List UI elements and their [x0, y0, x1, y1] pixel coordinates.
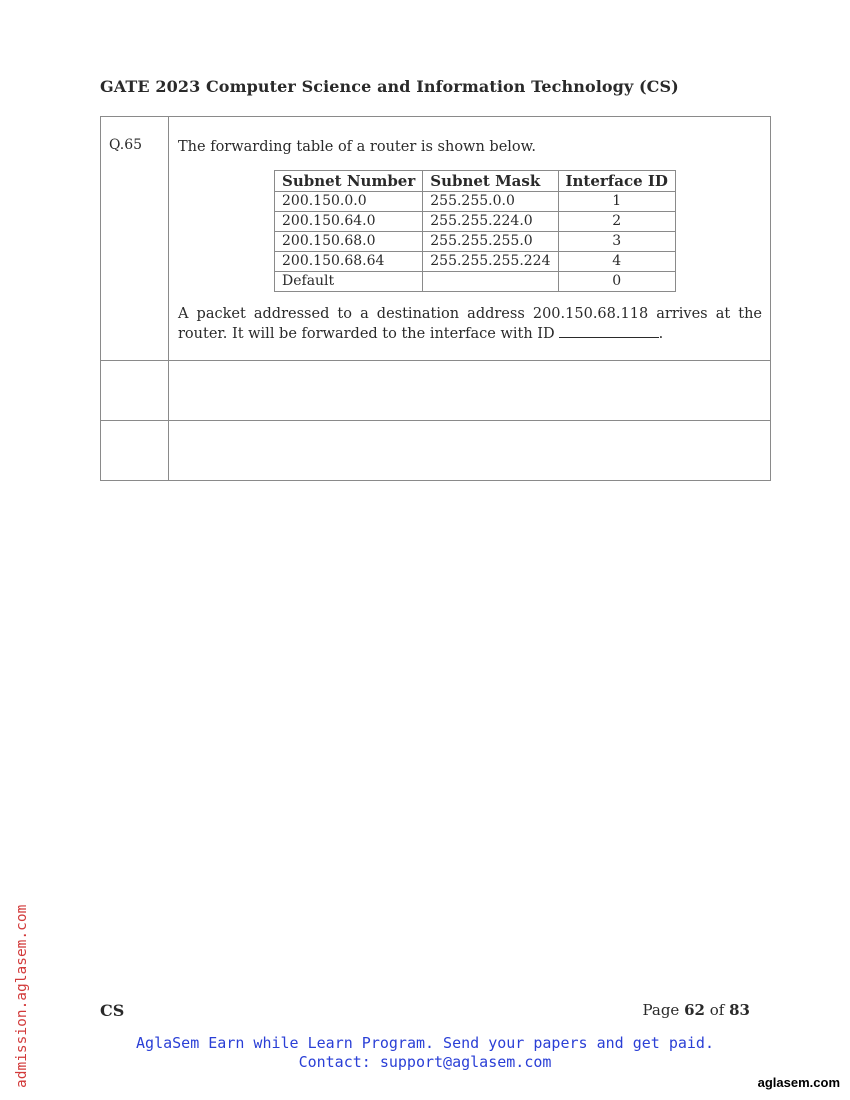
- table-row: [275, 232, 676, 252]
- empty-cell: [169, 421, 771, 481]
- brand-watermark: aglasem.com: [757, 1075, 840, 1090]
- cell-interface-id: 2: [558, 212, 675, 232]
- footer-page-number: [642, 1001, 750, 1019]
- cell-subnet-mask: [423, 272, 558, 292]
- question-row: [101, 117, 771, 361]
- cell-subnet-number: 200.150.68.64: [275, 252, 423, 272]
- empty-cell: [101, 361, 169, 421]
- forwarding-table-header: [275, 171, 676, 192]
- cell-subnet-number: Default: [275, 272, 423, 292]
- promo-line-2: Contact: support@aglasem.com: [298, 1053, 552, 1071]
- footer-paper-code: CS: [100, 1001, 125, 1020]
- question-number-cell: [101, 117, 169, 361]
- question-intro: The forwarding table of a router is shown below.: [178, 139, 536, 155]
- answer-blank: [559, 325, 659, 338]
- cell-subnet-number: 200.150.64.0: [275, 212, 423, 232]
- table-row: [275, 212, 676, 232]
- empty-cell: [169, 361, 771, 421]
- cell-subnet-mask: 255.255.224.0: [423, 212, 558, 232]
- cell-interface-id: 4: [558, 252, 675, 272]
- question-end-punct: .: [658, 326, 664, 342]
- empty-row: [101, 421, 771, 481]
- cell-subnet-mask: 255.255.255.0: [423, 232, 558, 252]
- header-interface-id: Interface ID: [558, 171, 675, 192]
- cell-subnet-number: 200.150.0.0: [275, 192, 423, 212]
- header-subnet-mask: Subnet Mask: [423, 171, 558, 192]
- cell-subnet-mask: 255.255.0.0: [423, 192, 558, 212]
- promo-banner: [0, 1034, 850, 1072]
- table-row: [275, 252, 676, 272]
- empty-row: [101, 361, 771, 421]
- empty-cell: [101, 421, 169, 481]
- question-paragraph: [178, 304, 762, 344]
- cell-subnet-mask: 255.255.255.224: [423, 252, 558, 272]
- header-subnet-number: Subnet Number: [275, 171, 423, 192]
- cell-interface-id: 0: [558, 272, 675, 292]
- forwarding-table: [274, 170, 676, 292]
- question-number: Q.65: [109, 137, 143, 153]
- page-word: Page: [642, 1001, 680, 1019]
- page-total: 83: [729, 1001, 750, 1019]
- cell-subnet-number: 200.150.68.0: [275, 232, 423, 252]
- page-of: of: [709, 1001, 725, 1019]
- question-table: [100, 116, 771, 481]
- side-watermark: admission.aglasem.com: [14, 904, 30, 1088]
- page-current: 62: [684, 1001, 705, 1019]
- table-row: [275, 272, 676, 292]
- question-body: [169, 117, 770, 360]
- question-body-cell: [169, 117, 771, 361]
- question-text: A packet addressed to a destination address 200.150.68.118 arrives at the router. It will be forwarded to the interface with ID: [178, 306, 762, 342]
- page-header-title: GATE 2023 Computer Science and Information Technology (CS): [100, 77, 679, 96]
- promo-line-1: AglaSem Earn while Learn Program. Send your papers and get paid.: [136, 1034, 714, 1052]
- cell-interface-id: 3: [558, 232, 675, 252]
- cell-interface-id: 1: [558, 192, 675, 212]
- table-row: [275, 192, 676, 212]
